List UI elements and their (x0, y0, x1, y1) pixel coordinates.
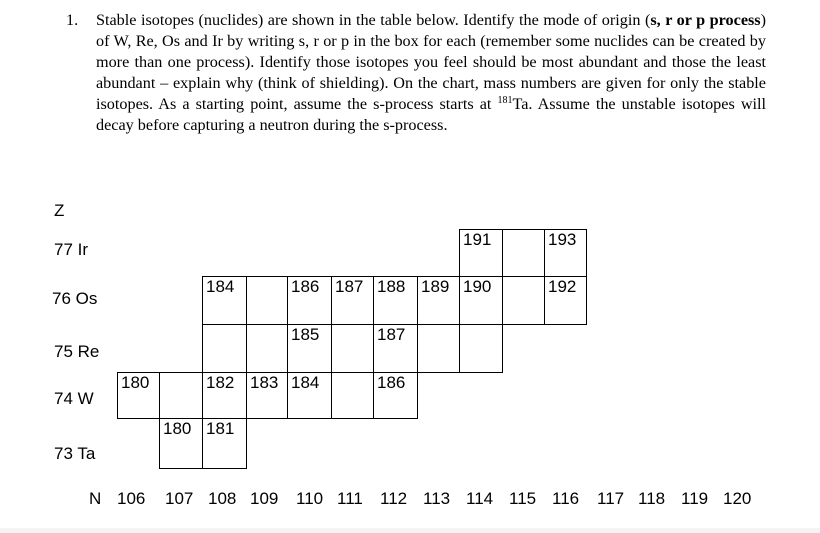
nuclide-cell[interactable]: 187 (373, 324, 418, 373)
n-axis-value: 112 (380, 489, 408, 508)
nuclide-cell[interactable]: 185 (287, 324, 332, 373)
problem-text (96, 10, 766, 136)
empty-nuclide-cell[interactable] (246, 324, 288, 373)
nuclide-cell[interactable]: 184 (202, 276, 247, 325)
nuclide-cell[interactable]: 180 (117, 372, 160, 419)
z-axis-label: Z (54, 201, 65, 220)
nuclide-cell[interactable]: 190 (459, 276, 503, 325)
empty-nuclide-cell[interactable] (502, 276, 545, 325)
empty-nuclide-cell[interactable] (417, 324, 460, 373)
row-label: 73 Ta (54, 444, 96, 463)
problem-number: 1. (66, 11, 79, 29)
n-axis-value: 115 (509, 489, 537, 508)
problem-text-part-2: ) of W, Re, Os and Ir by writing s, r or p in the box for each (remember some nuclides can be created by more than one process). Identify those isotopes you feel should be most abundant and those the least abundant – explain why (think of shielding). On the chart, mass numbers are given for only the stable isotopes. As a starting point, assume the s-process starts at (96, 11, 767, 113)
n-axis-value: 108 (208, 489, 237, 508)
empty-nuclide-cell[interactable] (331, 324, 374, 373)
problem-text-part-1: Stable isotopes (nuclides) are shown in the table below. Identify the mode of origin ( (96, 11, 651, 29)
nuclide-cell[interactable]: 189 (417, 276, 460, 325)
nuclide-cell[interactable]: 193 (544, 229, 587, 277)
row-label: 76 Os (52, 289, 98, 308)
n-axis-value: 113 (423, 489, 451, 508)
row-label: 77 Ir (54, 240, 89, 259)
nuclide-cell[interactable]: 187 (331, 276, 374, 325)
n-axis-value: 110 (296, 489, 324, 508)
nuclide-cell[interactable]: 182 (202, 372, 247, 419)
process-emphasis: s, r or p process (650, 11, 761, 29)
nuclide-cell[interactable]: 188 (373, 276, 418, 325)
empty-nuclide-cell[interactable] (502, 229, 545, 277)
page-bottom-edge (0, 528, 820, 533)
empty-nuclide-cell[interactable] (459, 324, 503, 373)
n-axis-value: 109 (250, 489, 279, 508)
empty-nuclide-cell[interactable] (246, 276, 288, 325)
nuclide-cell[interactable]: 186 (287, 276, 332, 325)
n-axis-value: 118 (638, 489, 666, 508)
row-label: 75 Re (54, 342, 100, 361)
nuclide-cell[interactable]: 184 (287, 372, 332, 419)
n-axis-label: N (89, 489, 102, 508)
n-axis-value: 114 (466, 489, 494, 508)
empty-nuclide-cell[interactable] (202, 324, 247, 373)
n-axis-value: 119 (681, 489, 709, 508)
nuclide-cell[interactable]: 183 (246, 372, 288, 419)
mass-superscript: 181 (497, 95, 513, 106)
nuclide-cell[interactable]: 192 (544, 276, 587, 325)
n-axis-value: 117 (597, 489, 625, 508)
nuclide-cell[interactable]: 191 (459, 229, 503, 277)
row-label: 74 W (54, 389, 94, 408)
empty-nuclide-cell[interactable] (331, 372, 374, 419)
n-axis-value: 107 (165, 489, 194, 508)
nuclide-cell[interactable]: 186 (373, 372, 418, 419)
n-axis-value: 106 (117, 489, 146, 508)
n-axis-value: 120 (723, 489, 752, 508)
n-axis-value: 111 (337, 489, 363, 508)
problem-text-part-3: Ta. Assume the unstable isotopes will decay before capturing a neutron during the s-process. (96, 95, 766, 134)
nuclide-cell[interactable]: 181 (202, 418, 247, 469)
problem-statement (66, 10, 766, 136)
nuclide-cell[interactable]: 180 (159, 418, 203, 469)
n-axis-value: 116 (552, 489, 580, 508)
empty-nuclide-cell[interactable] (159, 372, 203, 419)
